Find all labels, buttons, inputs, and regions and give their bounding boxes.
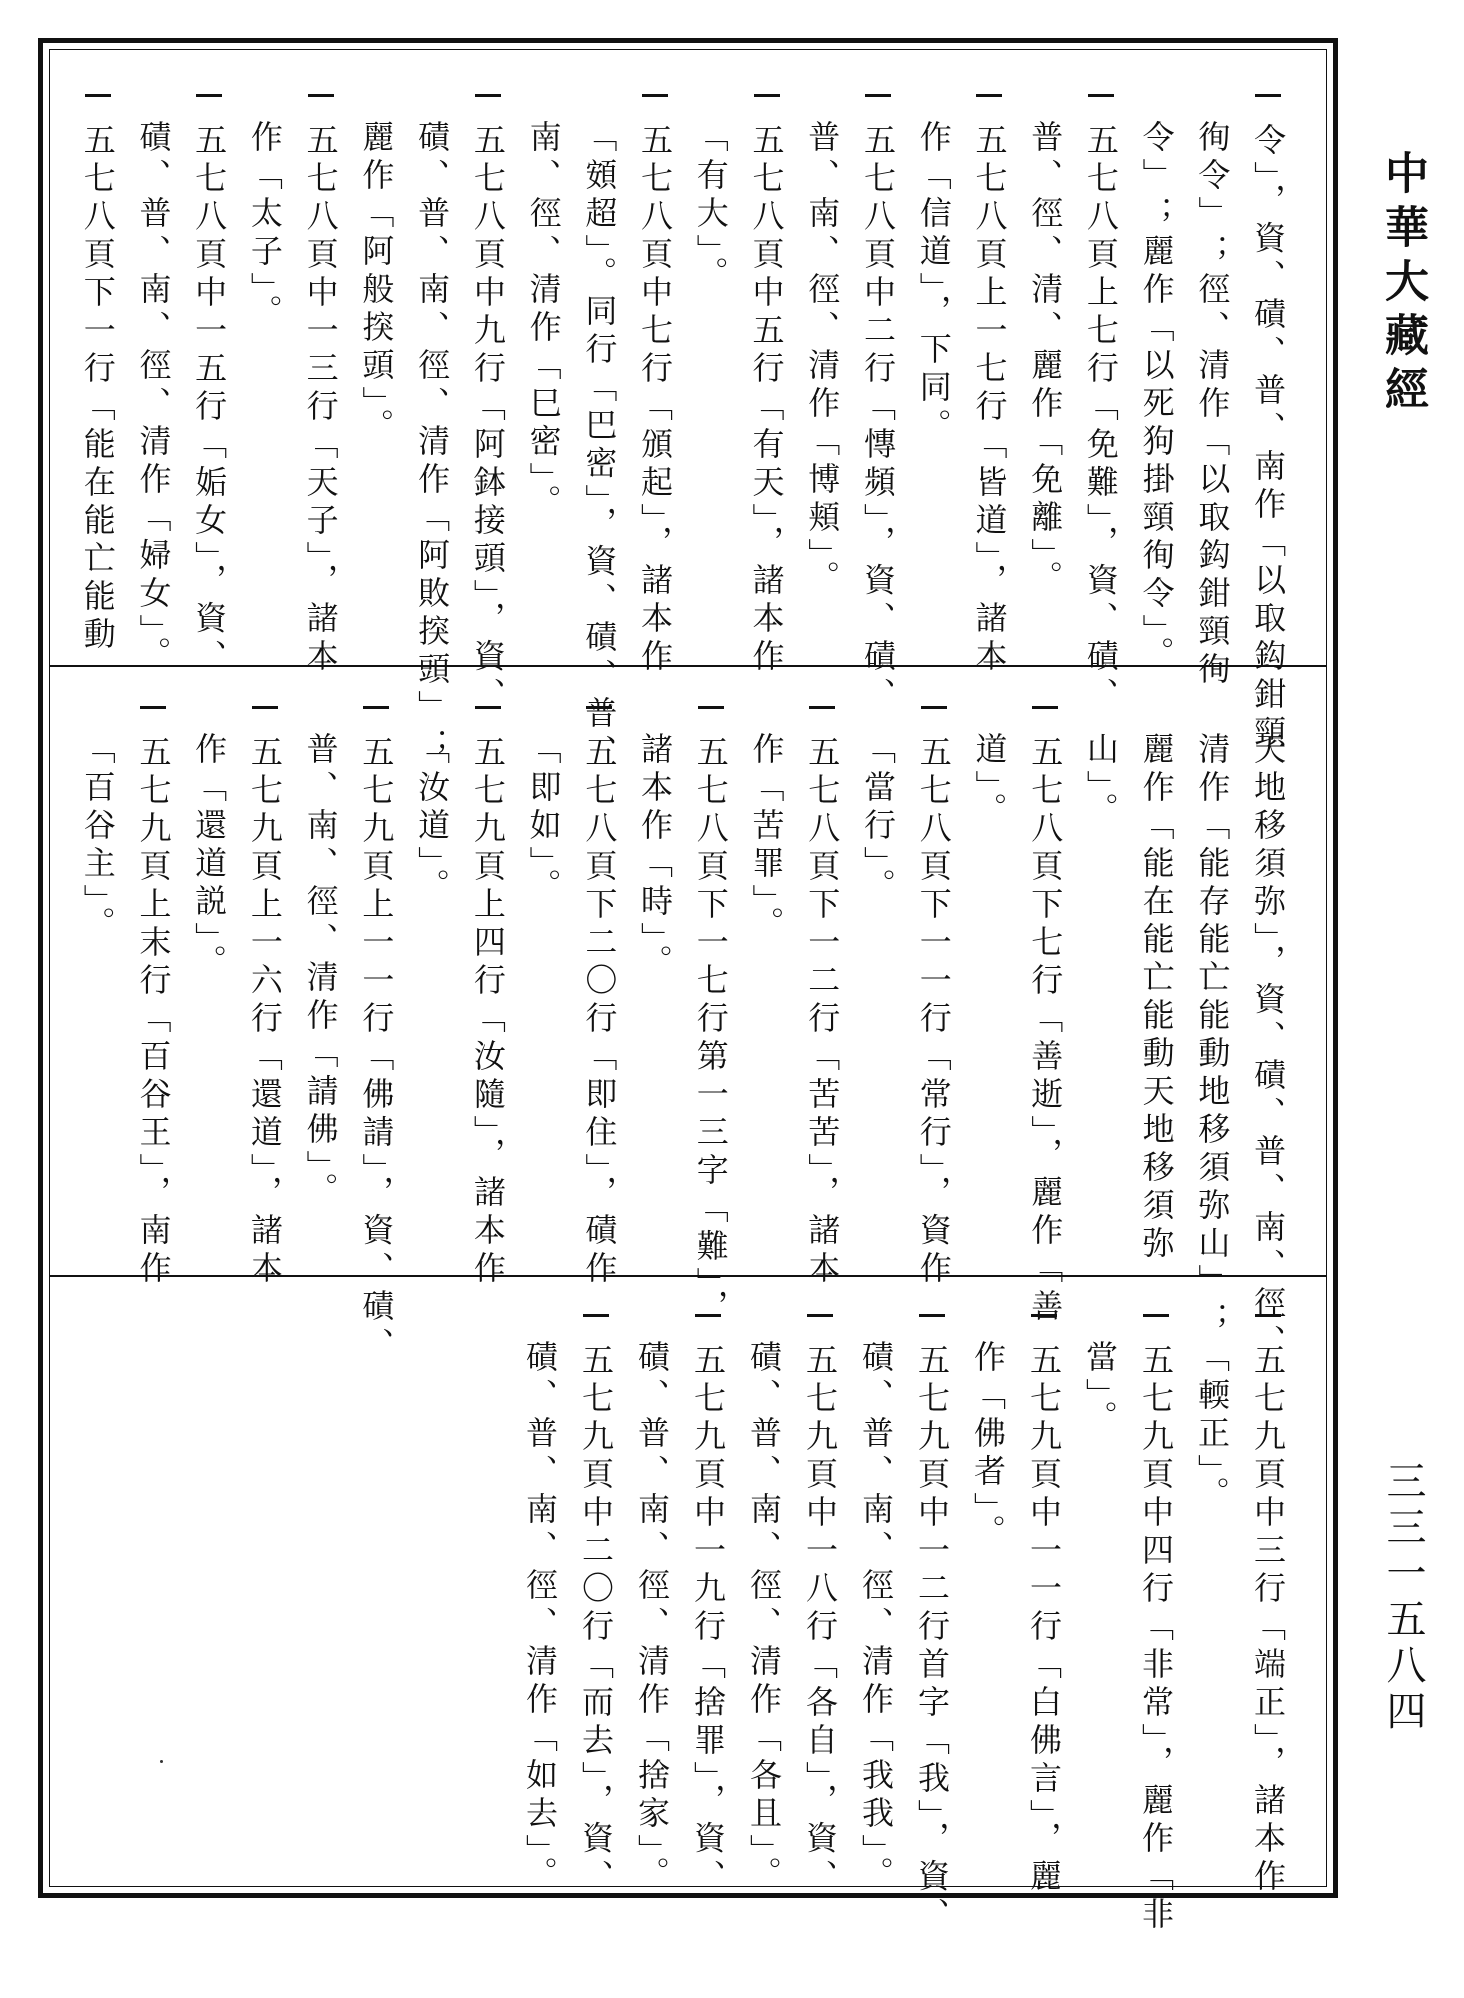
entry-marker: [1255, 1314, 1281, 1317]
collation-note-text: 麗作「阿般揬頭」。: [357, 120, 396, 446]
entry-marker: [809, 706, 835, 709]
text-column: [1073, 70, 1129, 715]
text-column: [1185, 682, 1241, 1340]
text-column: [70, 682, 126, 1267]
section-3: [70, 1290, 1296, 1935]
text-column: [683, 682, 739, 1327]
entry-marker: [85, 94, 111, 97]
page-frame-inner: [49, 49, 1327, 1935]
collation-note-text: 磧、普、南、徑、清作「捨家」。: [633, 1340, 671, 1894]
text-column: [1128, 1290, 1184, 1935]
text-column: [1073, 682, 1129, 1267]
text-column: [126, 70, 182, 674]
collation-note-text: 「頞超」。同行「巴密」，資、磧、普、: [580, 120, 619, 772]
text-column: [906, 682, 962, 1289]
collation-note-text: 五七八頁下一二行「苦苦」，諸本: [803, 735, 842, 1289]
section-1: [70, 70, 1296, 772]
entry-marker: [196, 94, 222, 97]
collation-note-text: 五七九頁中三行「端正」，諸本作: [1249, 1343, 1287, 1897]
text-column: [904, 1290, 960, 1935]
text-column: [181, 682, 237, 1267]
text-column: [1185, 70, 1241, 690]
collation-note-text: 「當行」。: [858, 732, 897, 906]
entry-marker: [140, 706, 166, 709]
entry-marker: [586, 706, 612, 709]
text-column: [237, 70, 293, 660]
text-column: [1017, 682, 1073, 1327]
collation-note-text: 「有大」。: [691, 120, 730, 294]
collation-note-text: 磧、普、南、徑、清作「我我」。: [857, 1340, 895, 1894]
collation-note-text: 普、南、徑、清作「博頬」。: [803, 120, 842, 598]
collation-note-text: 山」。: [1081, 732, 1120, 830]
entry-marker: [1088, 94, 1114, 97]
collation-note-text: 磧、普、南、徑、清作「如去」。: [521, 1340, 559, 1894]
entry-marker: [695, 1314, 721, 1317]
collation-note-text: 五七九頁中二〇行「而去」，資、: [577, 1343, 615, 1897]
text-column: [627, 682, 683, 1267]
text-column: [736, 1290, 792, 1894]
collation-note-text: 五七八頁中二行「慱頻」，資、磧、: [858, 123, 897, 715]
text-column: [1240, 1290, 1296, 1897]
text-column: [404, 682, 460, 1267]
text-column: [126, 682, 182, 1289]
collation-note-text: 五七八頁中一五行「姤女」，資、: [190, 123, 229, 677]
text-column: [404, 70, 460, 766]
collation-note-text: 五七八頁中九行「阿鉢接頭」，資、: [468, 123, 507, 715]
page-frame: [38, 38, 1338, 1935]
collation-note-text: 當」。: [1081, 1340, 1119, 1438]
collation-note-text: 五七九頁上末行「百谷王」，南作: [134, 735, 173, 1289]
collation-note-text: 五七八頁上一七行「皆道」，諸本: [970, 123, 1009, 677]
text-column: [792, 1290, 848, 1897]
text-column: [516, 682, 572, 1267]
entry-marker: [252, 706, 278, 709]
text-column: [624, 1290, 680, 1894]
collation-note-text: 作「還道説」。: [190, 732, 229, 982]
text-column: [906, 70, 962, 660]
text-column: [794, 682, 850, 1289]
text-column: [680, 1290, 736, 1897]
collation-note-text: 作「佛者」。: [969, 1340, 1007, 1552]
text-column: [1184, 1290, 1240, 1890]
collation-note-text: 令」；麗作「以死狗掛頸徇令」。: [1137, 120, 1176, 674]
entry-marker: [308, 94, 334, 97]
collation-note-text: 五七八頁中一三行「天子」，諸本: [301, 123, 340, 677]
text-column: [1017, 70, 1073, 660]
section-2: [70, 682, 1296, 1365]
text-column: [571, 70, 627, 772]
text-column: [512, 1290, 568, 1894]
collation-note-text: 五七八頁中七行「頒起」，諸本作: [636, 123, 675, 677]
text-column: [568, 1290, 624, 1897]
text-column: [850, 70, 906, 715]
entry-marker: [475, 706, 501, 709]
collation-note-text: 「即如」。: [524, 732, 563, 906]
text-column: [1129, 70, 1185, 674]
text-column: [1240, 70, 1296, 753]
section-divider: [50, 665, 1326, 667]
text-column: [349, 70, 405, 660]
collation-note-text: 五七九頁中四行「非常」，麗作「非: [1137, 1343, 1175, 1935]
collation-note-text: 五七九頁中一一行「白佛言」，麗: [1025, 1343, 1063, 1897]
entry-marker: [1143, 1314, 1169, 1317]
text-column: [1016, 1290, 1072, 1897]
text-column: [1240, 682, 1296, 1362]
collation-note-text: 五七八頁上七行「免難」，資、磧、: [1081, 123, 1120, 715]
entry-marker: [865, 94, 891, 97]
collation-note-text: 令」，資、磧、普、南作「以取鈎鉗頸: [1249, 123, 1288, 753]
text-column: [516, 70, 572, 660]
collation-note-text: 天地移須弥」，資、磧、普、南、徑、: [1249, 732, 1288, 1362]
collation-note-text: 五七九頁中一二行首字「我」，資、: [913, 1343, 951, 1935]
text-column: [460, 682, 516, 1289]
collation-note-text: 諸本作「時」。: [636, 732, 675, 982]
entry-marker: [976, 94, 1002, 97]
collation-note-text: 普、徑、清、麗作「免離」。: [1026, 120, 1065, 598]
collation-note-text: 作「信道」，下同。: [914, 120, 953, 446]
text-column: [1129, 682, 1185, 1267]
entry-marker: [921, 706, 947, 709]
volume-title: 中華大藏經: [1377, 150, 1428, 420]
text-column: [237, 682, 293, 1289]
entry-marker: [363, 706, 389, 709]
text-column: [962, 682, 1018, 1267]
text-column: [683, 70, 739, 660]
collation-note-text: 普、南、徑、清作「請佛」。: [301, 732, 340, 1210]
entry-marker: [807, 1314, 833, 1317]
collation-note-text: 作「太子」。: [245, 120, 284, 332]
entry-marker: [475, 94, 501, 97]
collation-note-text: 麗作「能在能亡能動天地移須弥: [1137, 732, 1176, 1264]
collation-note-text: 「輭正」。: [1193, 1340, 1231, 1514]
entry-marker: [642, 94, 668, 97]
collation-note-text: 五七九頁中一八行「各自」，資、: [801, 1343, 839, 1897]
text-column: [349, 682, 405, 1365]
collation-note-text: 五七九頁上四行「汝隨」，諸本作: [468, 735, 507, 1289]
collation-note-text: 五七八頁下一一行「常行」，資作: [914, 735, 953, 1289]
text-column: [293, 70, 349, 677]
collation-note-text: 清作「能存能亡能動地移須弥山」；: [1193, 732, 1232, 1340]
scan-speck: [160, 1760, 163, 1763]
text-column: [460, 70, 516, 715]
collation-note-text: 五七八頁中五行「有天」，諸本作: [747, 123, 786, 677]
collation-note-text: 「汝道」。: [413, 732, 452, 906]
text-column: [571, 682, 627, 1289]
entry-marker: [698, 706, 724, 709]
collation-note-text: 五七八頁下二〇行「即住」，磧作: [580, 735, 619, 1289]
collation-note-text: 磧、普、南、徑、清作「各且」。: [745, 1340, 783, 1894]
entry-marker: [1031, 1314, 1057, 1317]
text-column: [848, 1290, 904, 1894]
text-column: [627, 70, 683, 677]
collation-note-text: 作「苦罪」。: [747, 732, 786, 944]
collation-note-text: 五七八頁下一七行第一三字「難」，: [691, 735, 730, 1327]
collation-note-text: 「百谷主」。: [78, 732, 117, 944]
collation-note-text: 南、徑、清作「巳密」。: [524, 120, 563, 522]
text-column: [794, 70, 850, 660]
text-column: [739, 682, 795, 1267]
text-column: [850, 682, 906, 1267]
text-column: [1072, 1290, 1128, 1890]
collation-note-text: 五七九頁上一一行「佛請」，資、磧、: [357, 735, 396, 1365]
text-column: [181, 70, 237, 677]
entry-marker: [583, 1314, 609, 1317]
entry-marker: [754, 94, 780, 97]
collation-note-text: 五七八頁下一行「能在能亡能動: [78, 123, 117, 655]
collation-note-text: 磧、普、南、徑、清作「阿敗揬頭」；: [413, 120, 452, 766]
collation-note-text: 磧、普、南、徑、清作「婦女」。: [134, 120, 173, 674]
text-column: [70, 70, 126, 660]
page-number: 三三一五八四: [1380, 1460, 1426, 1736]
text-column: [739, 70, 795, 677]
text-column: [962, 70, 1018, 677]
collation-note-text: 五七九頁中一九行「捨罪」，資、: [689, 1343, 727, 1897]
text-column: [960, 1290, 1016, 1890]
entry-marker: [919, 1314, 945, 1317]
entry-marker: [1032, 706, 1058, 709]
section-divider: [50, 1275, 1326, 1277]
collation-note-text: 徇令」；徑、清作「以取鈎鉗頸徇: [1193, 120, 1232, 690]
collation-note-text: 五七八頁下七行「善逝」，麗作「善: [1026, 735, 1065, 1327]
collation-note-text: 五七九頁上一六行「還道」，諸本: [245, 735, 284, 1289]
text-column: [293, 682, 349, 1267]
entry-marker: [1255, 94, 1281, 97]
collation-note-text: 道」。: [970, 732, 1009, 830]
